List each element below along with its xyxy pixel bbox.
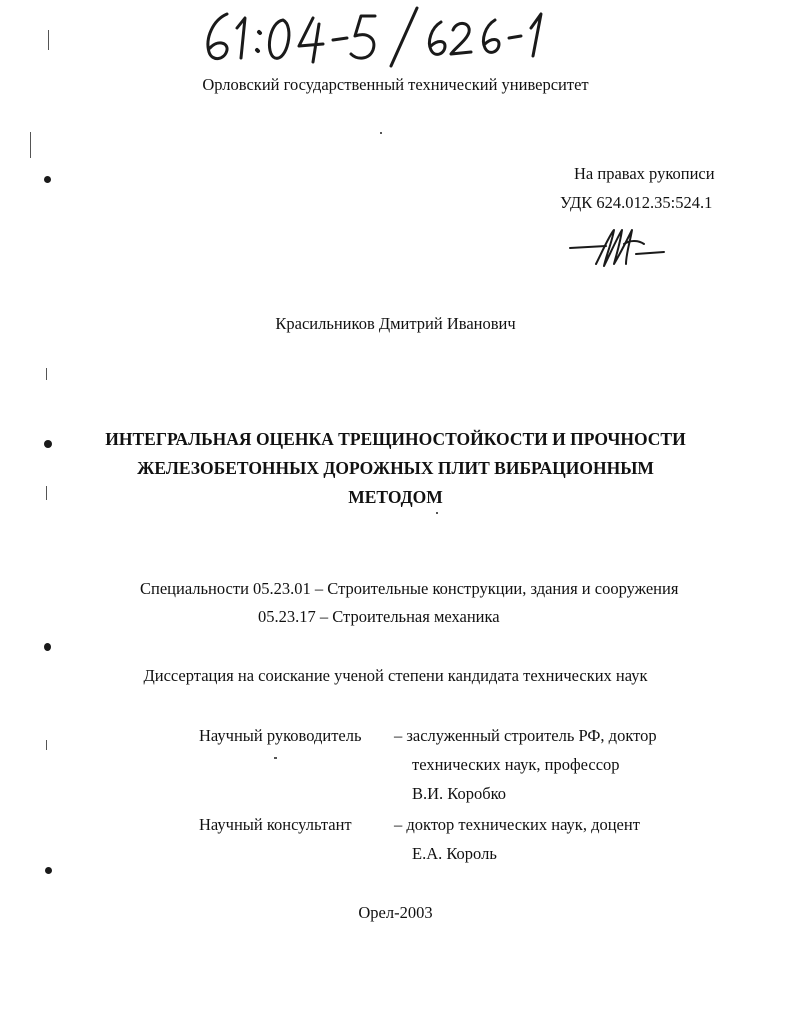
udc-code: УДК 624.012.35:524.1 xyxy=(560,193,713,212)
scan-speck xyxy=(46,486,47,500)
author-name: Красильников Дмитрий Иванович xyxy=(275,314,516,333)
dissertation-degree: Диссертация на соискание ученой степени кандидата технических наук xyxy=(143,666,648,685)
city-year: Орел-2003 xyxy=(358,903,433,922)
university-name: Орловский государственный технический университет xyxy=(202,75,589,94)
scan-speck xyxy=(436,512,438,514)
scan-speck xyxy=(46,368,47,380)
scan-speck xyxy=(274,757,277,759)
specialty-line-2: 05.23.17 – Строительная механика xyxy=(258,607,500,626)
supervisor-line-2: технических наук, профессор xyxy=(412,755,620,774)
consultant-label: Научный консультант xyxy=(199,815,352,834)
punch-dot xyxy=(45,867,52,874)
dissertation-title-line-1: ИНТЕГРАЛЬНАЯ ОЦЕНКА ТРЕЩИНОСТОЙКОСТИ И ПРОЧНОСТИ xyxy=(105,429,686,449)
dissertation-title-line-2: ЖЕЛЕЗОБЕТОННЫХ ДОРОЖНЫХ ПЛИТ ВИБРАЦИОННЫМ xyxy=(137,458,654,478)
handwritten-archive-number xyxy=(195,6,595,68)
consultant-line-1: – доктор технических наук, доцент xyxy=(394,815,640,834)
dissertation-title-line-3: МЕТОДОМ xyxy=(348,487,443,507)
signature xyxy=(566,224,676,272)
specialty-line-1: Специальности 05.23.01 – Строительные конструкции, здания и сооружения xyxy=(140,579,679,598)
scan-speck xyxy=(46,740,47,750)
consultant-name: Е.А. Король xyxy=(412,844,497,863)
scan-speck xyxy=(48,30,49,50)
supervisor-line-1: – заслуженный строитель РФ, доктор xyxy=(394,726,657,745)
punch-dot xyxy=(44,176,51,183)
supervisor-name: В.И. Коробко xyxy=(412,784,507,803)
manuscript-rights: На правах рукописи xyxy=(574,164,715,183)
supervisor-label: Научный руководитель xyxy=(199,726,362,745)
scan-speck xyxy=(30,132,31,158)
punch-dot xyxy=(44,643,51,651)
scan-speck xyxy=(380,132,382,134)
punch-dot xyxy=(44,440,52,448)
